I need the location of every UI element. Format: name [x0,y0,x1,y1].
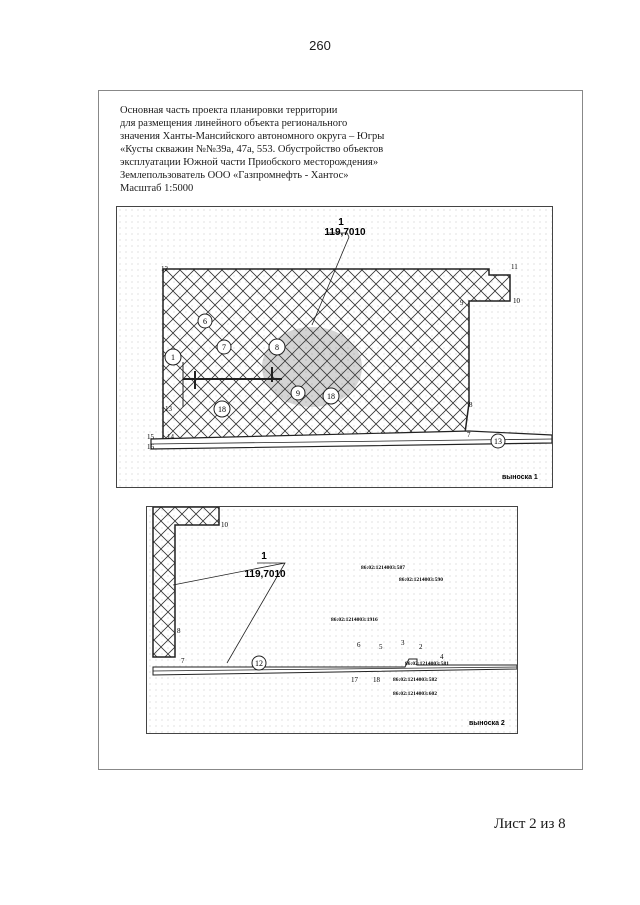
point-label: 14 [167,433,174,441]
point-label: 9 [460,299,464,307]
svg-text:9: 9 [296,389,300,398]
point-label: 3 [401,639,405,647]
svg-text:18: 18 [218,405,226,414]
cadastral-label: 86:02:1214003:582 [393,677,437,683]
circle-marker [165,349,181,365]
svg-text:12: 12 [255,659,263,668]
point-label: 12 [161,265,168,273]
area-number-label: 1 [338,217,344,228]
map-callout-2 [146,506,518,734]
svg-text:1: 1 [171,353,175,362]
circle-marker [323,388,339,404]
svg-text:8: 8 [275,343,279,352]
point-label: 10 [513,297,520,305]
map-callout-2-drawing [147,507,517,733]
header-line: «Кусты скважин №№39а, 47а, 553. Обустройство объектов [120,144,384,155]
cadastral-label: 86:02:1214003:587 [361,565,405,571]
svg-text:18: 18 [327,392,335,401]
point-label: 13 [165,405,172,413]
page-number: 260 [309,38,331,53]
header-line: Землепользователь ООО «Газпромнефть - Хантос» [120,170,349,181]
header-line: значения Ханты-Мансийского автономного округа – Югры [120,131,385,142]
point-label: 7 [181,657,185,665]
point-label: 18 [373,676,380,684]
header-line: Основная часть проекта планировки территории [120,105,338,116]
sheet-label: Лист 2 из 8 [494,816,566,832]
circle-marker [252,656,266,670]
svg-text:6: 6 [203,317,207,326]
point-label: 7 [467,431,471,439]
svg-text:13: 13 [494,437,502,446]
header-line: для размещения линейного объекта регионального [120,118,348,129]
circle-marker [214,401,230,417]
point-label: 8 [469,401,473,409]
cadastral-label: 86:02:1214003:602 [393,691,437,697]
area-value-label: 119,7010 [244,569,286,580]
point-label: 17 [351,676,358,684]
map-callout-1 [116,206,553,488]
cadastral-label: 86:02:1214003:581 [405,661,449,667]
area-value-label: 119,7010 [324,227,366,238]
callout-caption: выноска 2 [469,720,505,727]
point-label: 6 [357,641,361,649]
point-label: 8 [177,627,181,635]
cadastral-label: 86:02:1214003:590 [399,577,443,583]
circle-marker [217,340,231,354]
point-label: 11 [511,263,518,271]
callout-caption: выноска 1 [502,474,538,481]
map-callout-1-drawing [117,207,552,487]
circle-marker [291,386,305,400]
point-label: 16 [147,443,154,451]
header-line: эксплуатации Южной части Приобского месторождения» [120,157,379,168]
circle-marker [198,314,212,328]
svg-text:7: 7 [222,343,226,352]
cadastral-label: 86:02:1214003:1916 [331,617,378,623]
point-label: 2 [419,643,423,651]
circle-marker [491,434,505,448]
circle-marker [269,339,285,355]
point-label: 5 [379,643,383,651]
point-label: 15 [147,433,154,441]
area-number-label: 1 [261,551,267,562]
point-label: 4 [440,653,444,661]
document-header [120,104,440,195]
point-label: 10 [221,521,228,529]
header-line: Масштаб 1:5000 [120,183,194,194]
